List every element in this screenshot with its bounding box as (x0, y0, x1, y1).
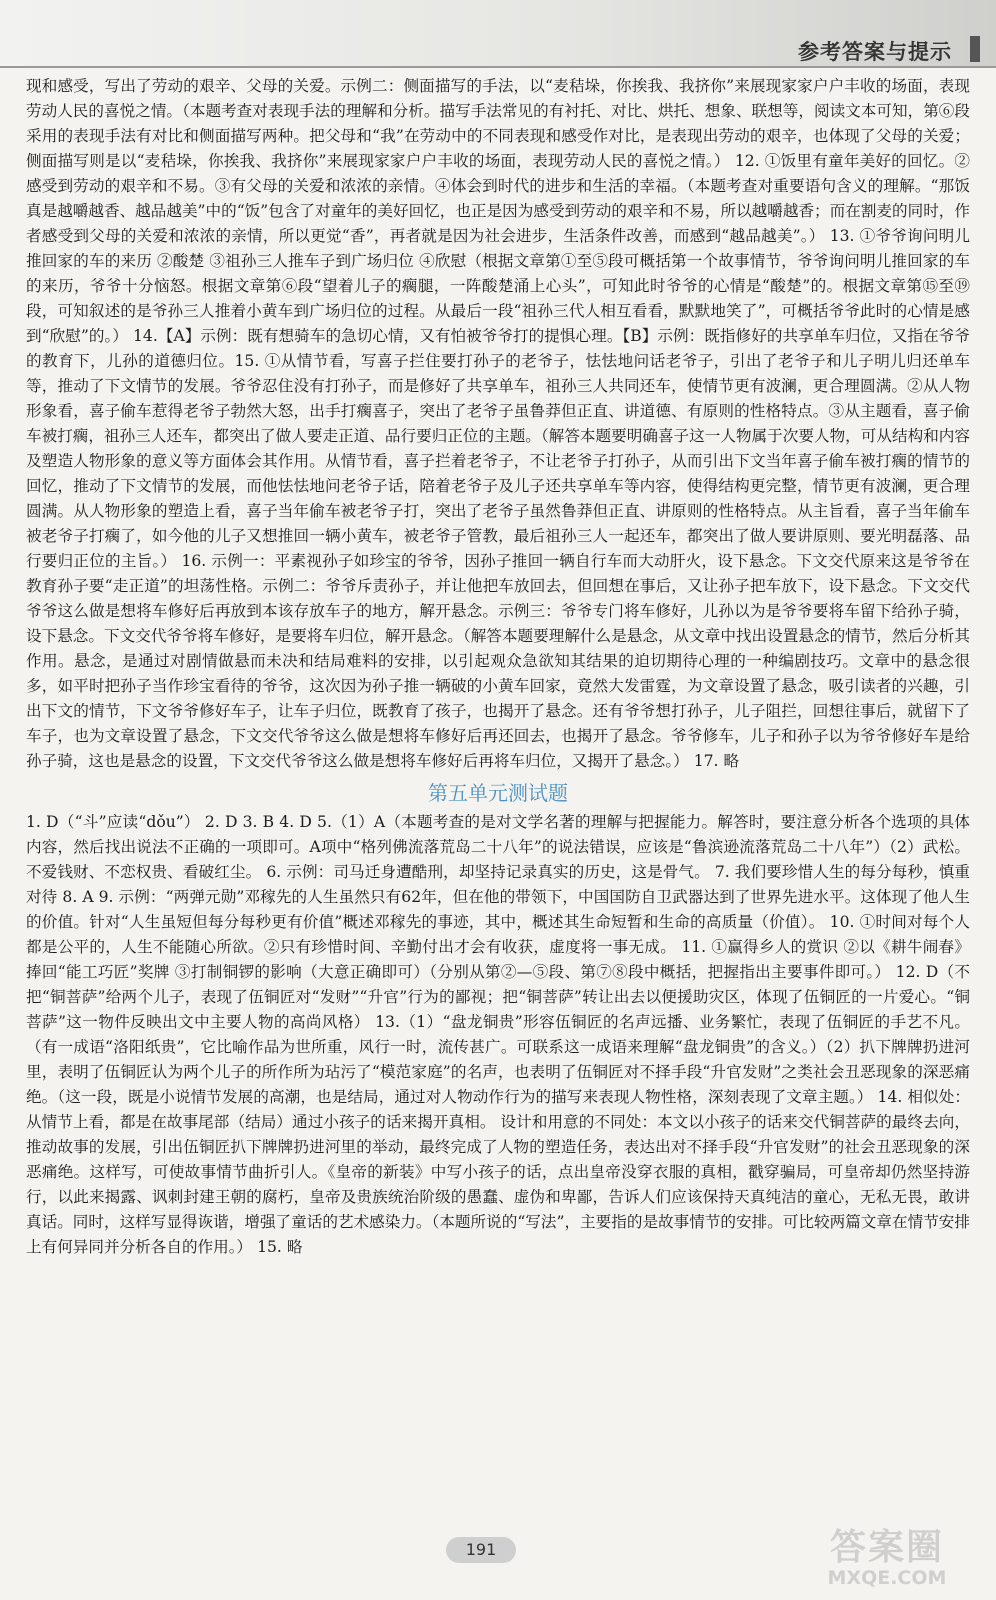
page-number: 191 (446, 1537, 516, 1563)
watermark-main: 答案圈 (829, 1527, 944, 1568)
answer-paragraph: 1. D（“斗”应读“dǒu”） 2. D 3. B 4. D 5.（1）A（本题考查的是对文学名著的理解与把握能力。解答时，要注意分析各个选项的具体内容，然后找出说法不正确的一项即可。A项中“格列佛流落荒岛二十八年”的说法错误，应该是“鲁滨逊流落荒岛二十八年”）（2）武松。不爱钱财、不恋权贵、看破红尘。 6. 示例：司马迁身遭酷刑，却坚持记录真实的历史，这是骨气。 7. 我们要珍惜人生的每分每秒，慎重对待 8. A 9. 示例：“两弹元勋”邓稼先的人生虽然只有62年，但在他的带领下，中国国防自卫武器达到了世界先进水平。这体现了他人生的价值。针对“人生虽短但每分每秒更有价值”概述邓稼先的事迹，其中，概述其生命短暂和生命的高质量（价值）。 10. ①时间对每个人都是公平的，人生不能随心所欲。②只有珍惜时间、辛勤付出才会有收获，虚度将一事无成。 11. ①赢得乡人的赏识 ②以《耕牛闹春》捧回“能工巧匠”奖牌 ③打制铜锣的影响（大意正确即可）（分别从第②—⑤段、第⑦⑧段中概括，把握指出主要事件即可。） 12. D（不把“铜菩萨”给两个儿子，表现了伍铜匠对“发财”“升官”行为的鄙视；把“铜菩萨”转让出去以便援助灾区，体现了伍铜匠的一片爱心。“铜菩萨”这一物件反映出文中主要人物的高尚风格） 13.（1）“盘龙铜贵”形容伍铜匠的名声远播、业务繁忙，表现了伍铜匠的手艺不凡。（有一成语“洛阳纸贵”，它比喻作品为世所重，风行一时，流传甚广。可联系这一成语来理解“盘龙铜贵”的含义。）（2）扒下牌牌扔进河里，表明了伍铜匠认为两个儿子的所作所为玷污了“模范家庭”的名声，也表明了伍铜匠对不择手段“升官发财”之类社会丑恶现象的深恶痛绝。（这一段，既是小说情节发展的高潮，也是结局，通过对人物动作行为的描写来表现人物性格，深刻表现了文章主题。） 14. 相似处：从情节上看，都是在故事尾部（结局）通过小孩子的话来揭开真相。 设计和用意的不同处：本文以小孩子的话来交代铜菩萨的最终去向，推动故事的发展，引出伍铜匠扒下牌牌扔进河里的举动，最终完成了人物的塑造任务，表达出对不择手段“升官发财”的社会丑恶现象的深恶痛绝。这样写，可使故事情节曲折引人。《皇帝的新装》中写小孩子的话，点出皇帝没穿衣服的真相，戳穿骗局，可皇帝却仍然坚持游行，以此来揭露、讽刺封建王朝的腐朽，皇帝及贵族统治阶级的愚蠢、虚伪和卑鄙，告诉人们应该保持天真纯洁的童心，无私无畏，敢讲真话。同时，这样写显得诙谐，增强了童话的艺术感染力。（本题所说的“写法”，主要指的是故事情节的安排。可比较两篇文章在情节安排上有何异同并分析各自的作用。） 15. 略 (26, 813, 970, 1256)
header-mark (970, 36, 980, 62)
answer-content (26, 74, 970, 1260)
section-title: 第五单元测试题 (428, 781, 568, 805)
watermark-sub: MXQE.COM (827, 1567, 947, 1589)
answer-paragraph: 现和感受，写出了劳动的艰辛、父母的关爱。示例二：侧面描写的手法，以“麦秸垛，你挨我、我挤你”来展现家家户户丰收的场面，表现劳动人民的喜悦之情。（本题考查对表现手法的理解和分析。描写手法常见的有衬托、对比、烘托、想象、联想等，阅读文本可知，第⑥段采用的表现手法有对比和侧面描写两种。把父母和“我”在劳动中的不同表现和感受作对比，是表现出劳动的艰辛，也体现了父母的关爱；侧面描写则是以“麦秸垛，你挨我、我挤你”来展现家家户户丰收的场面，表现劳动人民的喜悦之情。） 12. ①饭里有童年美好的回忆。②感受到劳动的艰辛和不易。③有父母的关爱和浓浓的亲情。④体会到时代的进步和生活的幸福。（本题考查对重要语句含义的理解。“那饭真是越嚼越香、越品越美”中的“饭”包含了对童年的美好回忆，也正是因为感受到劳动的艰辛和不易，所以越嚼越香；而在割麦的同时，作者感受到父母的关爱和浓浓的亲情，所以更觉“香”，再者就是因为社会进步，生活条件改善，而感到“越品越美”。） 13. ①爷爷询问明儿推回家的车的来历 ②酸楚 ③祖孙三人推车子到广场归位 ④欣慰（根据文章第①至⑤段可概括第一个故事情节，爷爷询问明儿推回家的车的来历，爷爷十分恼怒。根据文章第⑥段“望着儿子的瘸腿，一阵酸楚涌上心头”，可知此时爷爷的心情是“酸楚”的。根据文章第⑮至⑲段，可知叙述的是爷孙三人推着小黄车到广场归位的过程。从最后一段“祖孙三代人相互看看，默默地笑了”，可概括爷爷此时的心情是感到“欣慰”的。） 14.【A】示例：既有想骑车的急切心情，又有怕被爷爷打的提惧心理。【B】示例：既指修好的共享单车归位，又指在爷爷的教育下，儿孙的道德归位。15. ①从情节看，写喜子拦住要打孙子的老爷子，怯怯地问话老爷子，引出了老爷子和儿子明儿归还单车等，推动了下文情节的发展。爷爷忍住没有打孙子，而是修好了共享单车，祖孙三人共同还车，使情节更有波澜，更合理圆满。②从人物形象看，喜子偷车惹得老爷子勃然大怒，出手打瘸喜子，突出了老爷子虽鲁莽但正直、讲道德、有原则的性格特点。③从主题看，喜子偷车被打瘸，祖孙三人还车，都突出了做人要走正道、品行要归正位的主题。（解答本题要明确喜子这一人物属于次要人物，可从结构和内容及塑造人物形象的意义等方面体会其作用。从情节看，喜子拦着老爷子，不让老爷子打孙子，从而引出下文当年喜子偷车被打瘸的情节的回忆，推动了下文情节的发展，而他怯怯地问老爷子话，陪着老爷子及儿子还共享单车等内容，使得结构更完整，情节更有波澜，更合理圆满。从人物形象的塑造上看，喜子当年偷车被老爷子打，突出了老爷子虽然鲁莽但正直、讲原则的性格特点。从主旨看，喜子当年偷车被老爷子打瘸了，如今他的儿子又想推回一辆小黄车，被老爷子管教，最后祖孙三人一起还车，都突出了做人要讲原则、要光明磊落、品行要归正位的主旨。） 16. 示例一：平素视孙子如珍宝的爷爷，因孙子推回一辆自行车而大动肝火，设下悬念。下文交代原来这是爷爷在教育孙子要“走正道”的坦荡性格。示例二：爷爷斥责孙子，并让他把车放回去，但回想在事后，又让孙子把车放下，设下悬念。下文交代爷爷这么做是想将车修好后再放到本该存放车子的地方，解开悬念。示例三：爷爷专门将车修好，儿孙以为是爷爷要将车留下给孙子骑，设下悬念。下文交代爷爷将车修好，是要将车归位，解开悬念。（解答本题要理解什么是悬念，从文章中找出设置悬念的情节，然后分析其作用。悬念，是通过对剧情做悬而未决和结局难料的安排，以引起观众急欲知其结果的迫切期待心理的一种编剧技巧。文章中的悬念很多，如平时把孙子当作珍宝看待的爷爷，这次因为孙子推一辆破的小黄车回家，竟然大发雷霆，为文章设置了悬念，吸引读者的兴趣，引出下文的情节，下文爷爷修好车子，让车子归位，既教育了孩子，也揭开了悬念。还有爷爷想打孙子，儿子阻拦，回想往事后，就留下了车子，也为文章设置了悬念，下文交代爷爷这么做是想将车修好后再还回去，也揭开了悬念。爷爷修车，儿子和孙子以为爷爷修好车是给孙子骑，这也是悬念的设置，下文交代爷爷这么做是想将车修好后再将车归位，又揭开了悬念。） 17. 略 (26, 77, 970, 770)
header-title: 参考答案与提示 (798, 40, 952, 64)
watermark-logo (792, 1528, 982, 1590)
page-header (0, 0, 996, 68)
